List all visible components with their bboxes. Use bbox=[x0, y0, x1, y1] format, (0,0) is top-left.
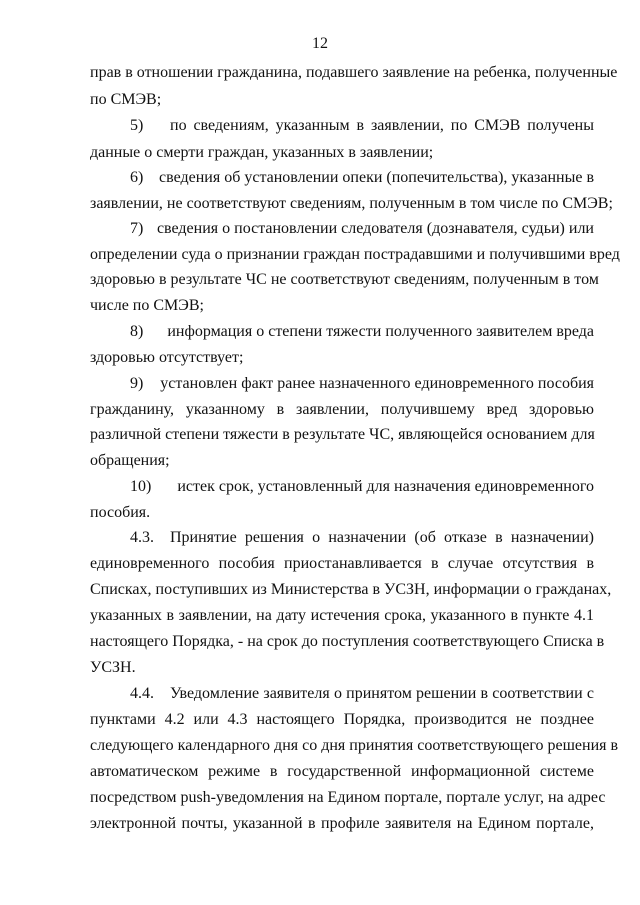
item-number: 5) bbox=[130, 117, 144, 134]
page-number: 12 bbox=[312, 35, 328, 52]
text-line: информация о степени тяжести полученного заявителем вреда bbox=[167, 323, 594, 340]
text-line: единовременного пособия приостанавливается в случае отсутствия в bbox=[90, 555, 594, 572]
text-line: обращения; bbox=[90, 452, 170, 469]
text-line: пособия. bbox=[90, 504, 151, 521]
text-line: по СМЭВ; bbox=[90, 91, 162, 108]
text-line: гражданину, указанному в заявлении, получившему вред здоровью bbox=[90, 401, 594, 418]
text-line: пунктами 4.2 или 4.3 настоящего Порядка, производится не позднее bbox=[90, 711, 594, 728]
text-line: по сведениям, указанным в заявлении, по СМЭВ получены bbox=[170, 117, 594, 134]
item-number: 6) bbox=[130, 169, 144, 186]
text-line: автоматическом режиме в государственной информационной системе bbox=[90, 763, 594, 780]
text-line: Принятие решения о назначении (об отказе в назначении) bbox=[170, 529, 594, 546]
paragraph-number: 4.4. bbox=[130, 685, 154, 702]
list-item-10 bbox=[130, 477, 594, 497]
text-line: посредством push-уведомления на Едином портале, портале услуг, на адрес bbox=[90, 789, 606, 806]
text-line: различной степени тяжести в результате ЧС, являющейся основанием для bbox=[90, 426, 595, 443]
paragraph-4-4 bbox=[130, 684, 594, 704]
list-item-7 bbox=[130, 219, 594, 239]
text-line: заявлении, не соответствуют сведениям, полученным в том числе по СМЭВ; bbox=[90, 195, 613, 212]
text-line: прав в отношении гражданина, подавшего заявление на ребенка, полученные bbox=[90, 64, 618, 81]
list-item-5 bbox=[130, 116, 594, 136]
text-line: сведения о постановлении следователя (дознавателя, судьи) или bbox=[156, 220, 594, 237]
paragraph-number: 4.3. bbox=[130, 529, 154, 546]
list-item-8 bbox=[130, 322, 594, 342]
list-item-6 bbox=[130, 168, 594, 188]
paragraph-4-3 bbox=[130, 528, 594, 548]
text-line: данные о смерти граждан, указанных в заявлении; bbox=[90, 144, 434, 161]
text-line: Уведомление заявителя о принятом решении в соответствии с bbox=[170, 685, 594, 702]
text-line: указанных в заявлении, на дату истечения срока, указанного в пункте 4.1 bbox=[90, 607, 594, 624]
text-line: числе по СМЭВ; bbox=[90, 297, 204, 314]
text-line: определении суда о признании граждан пострадавшими и получившими вред bbox=[90, 246, 620, 263]
text-line: следующего календарного дня со дня принятия соответствующего решения в bbox=[90, 737, 619, 754]
text-line: истек срок, установленный для назначения единовременного bbox=[177, 478, 594, 495]
text-line: настоящего Порядка, - на срок до поступления соответствующего Списка в bbox=[90, 633, 605, 650]
text-line: здоровью отсутствует; bbox=[90, 349, 244, 366]
text-line: УСЗН. bbox=[90, 659, 136, 676]
item-number: 10) bbox=[130, 478, 152, 495]
text-line: сведения об установлении опеки (попечительства), указанные в bbox=[159, 169, 594, 186]
text-line: Списках, поступивших из Министерства в УСЗН, информации о гражданах, bbox=[90, 581, 612, 598]
list-item-9 bbox=[130, 374, 594, 394]
item-number: 7) bbox=[130, 220, 144, 237]
item-number: 9) bbox=[130, 375, 144, 392]
text-line: установлен факт ранее назначенного единовременного пособия bbox=[160, 375, 594, 392]
text-line: здоровью в результате ЧС не соответствуют сведениям, полученным в том bbox=[90, 271, 599, 288]
item-number: 8) bbox=[130, 323, 144, 340]
text-line: электронной почты, указанной в профиле заявителя на Едином портале, bbox=[90, 815, 594, 832]
